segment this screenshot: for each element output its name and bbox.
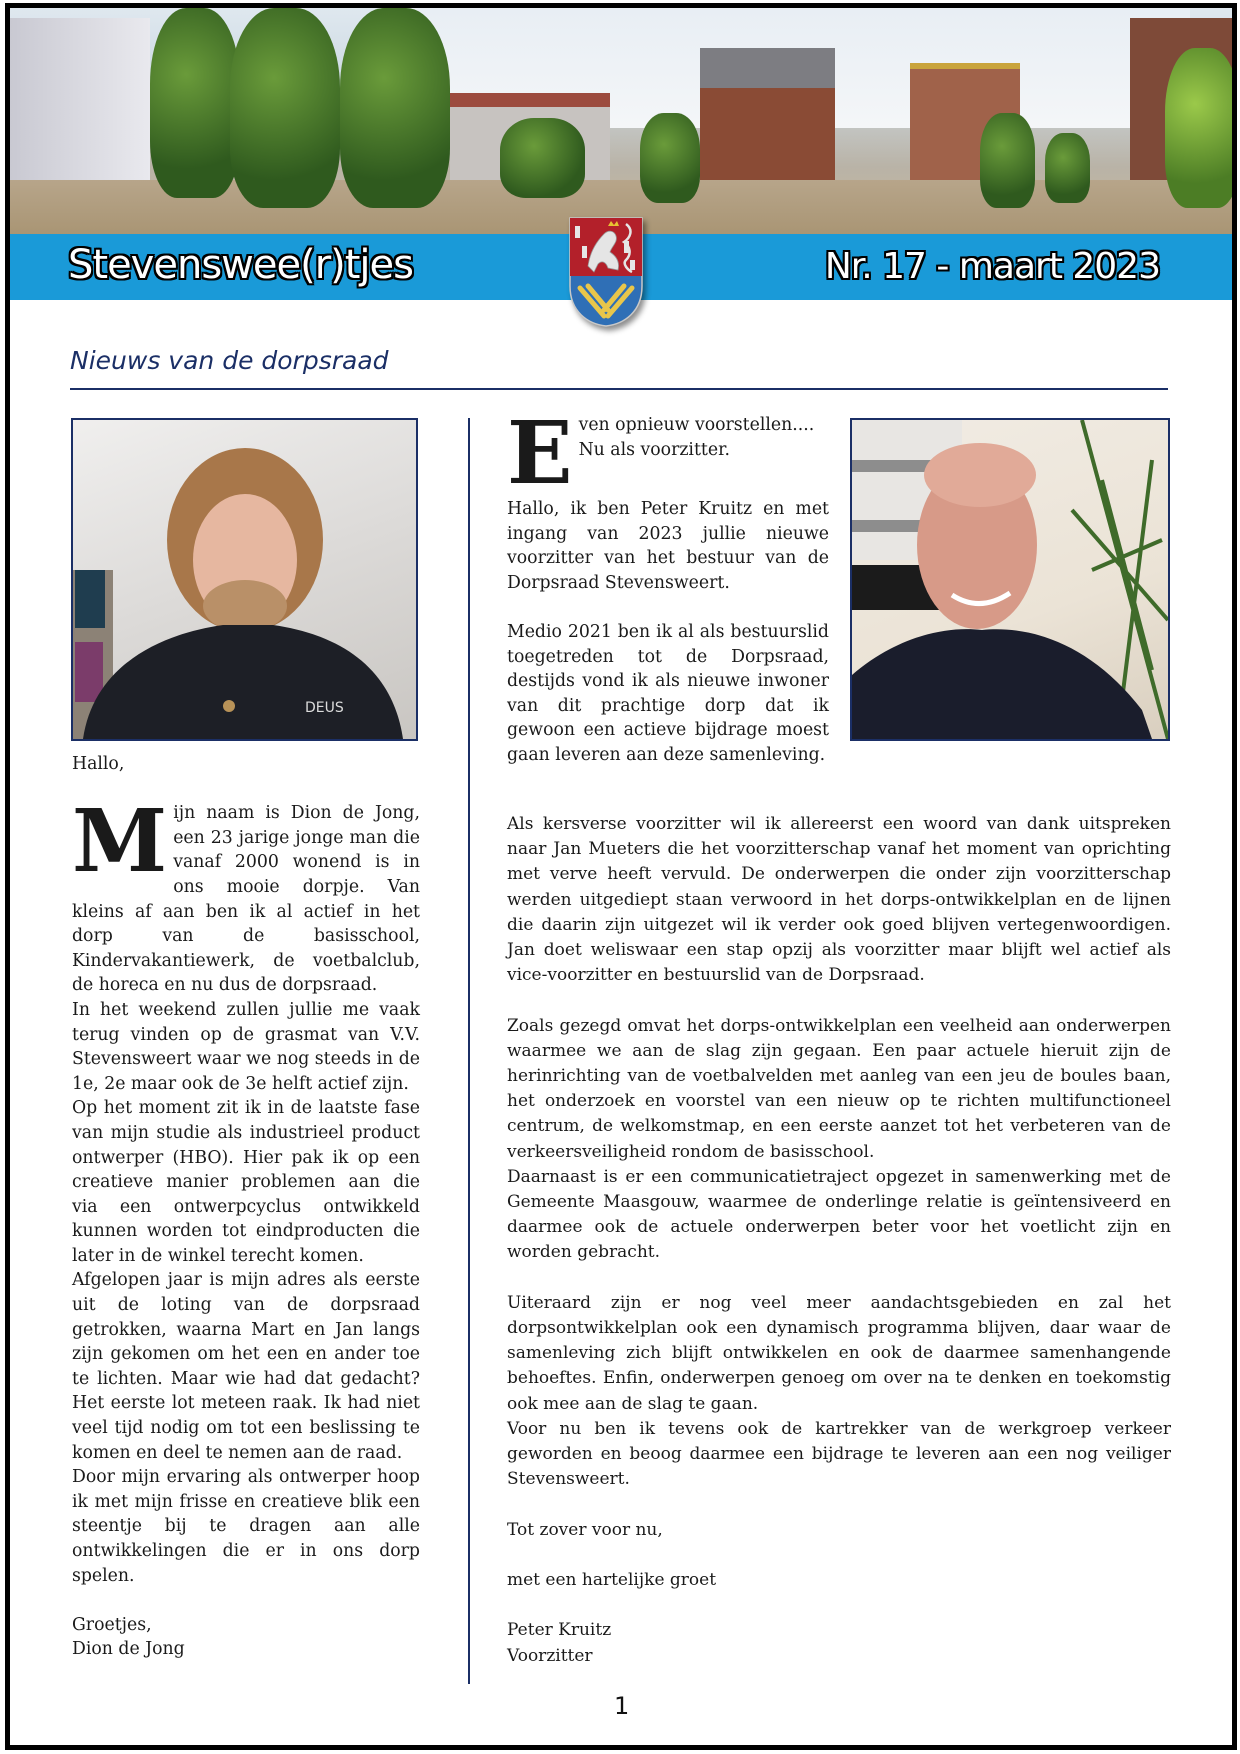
village-coat-of-arms-icon <box>568 216 644 328</box>
paragraph: Door mijn ervaring als ontwerper hoop ik met mijn frisse en creatieve blik een steentje bij te dragen aan alle ontwikkelingen die er in ons dorp spelen. <box>72 1467 420 1586</box>
hero-tree <box>640 113 700 203</box>
svg-text:DEUS: DEUS <box>305 700 344 716</box>
closing: Tot zover voor nu, <box>507 1519 663 1540</box>
hero-tree <box>980 113 1035 208</box>
closing: met een hartelijke groet <box>507 1570 717 1591</box>
section-title-underline <box>70 388 1168 390</box>
article-dion-de-jong <box>72 752 420 1662</box>
article-peter-kruitz-intro <box>507 403 829 768</box>
hero-tree <box>500 118 585 198</box>
intro-heading <box>507 403 829 504</box>
section-title: Nieuws van de dorpsraad <box>70 346 389 375</box>
paragraph: Daarnaast is er een communicatietraject opgezet in samenwerking met de Gemeente Maasgouw, waarmee de onderlinge relatie is geïntensiveerd en daarmee ook de actuele onderwerpen beter voor het voetlicht zijn en worden gebracht. <box>507 1166 1171 1263</box>
hero-tree <box>340 8 450 208</box>
hero-tree <box>1045 133 1090 203</box>
spacer <box>507 1543 1171 1568</box>
column-divider <box>468 418 470 1684</box>
spacer <box>507 1266 1171 1291</box>
paragraph: Afgelopen jaar is mijn adres als eerste uit de loting van de dorpsraad getrokken, waarna Mart en Jan langs zijn gekomen om het een en ander toe te lichten. Maar wie had dat gedacht? Het eerste lot meteen raak. Ik had niet veel tijd nodig om tot een beslissing te komen en deel te nemen aan de raad. <box>72 1270 420 1463</box>
portrait-illustration <box>852 420 1168 739</box>
paragraph: Medio 2021 ben ik al als bestuurslid toegetreden tot de Dorpsraad, destijds vond ik als nieuwe inwoner van dit prachtige dorp dat ik gewoon een actieve bijdrage moest gaan leveren aan deze samenleving. <box>507 621 829 765</box>
hero-town-hall-roof <box>700 48 835 88</box>
paragraph-text: ijn naam is Dion de Jong, een 23 jarige jonge man die vanaf 2000 wonend is in ons mooie dorpje. Van kleins af aan ben ik al actief in het dorp van de basisschool, Kindervakantiewerk, de voetbalclub, de horeca en nu dus de dorpsraad. <box>72 803 420 996</box>
paragraph: Op het moment zit ik in de laatste fase van mijn studie als industrieel product ontwerper (HBO). Hier pak ik op een creatieve manier problemen aan die via een ontwerpcyclus ontwikkeld kunnen worden tot eindproducten die later in de winkel terecht komen. <box>72 1098 420 1266</box>
paragraph: Uiteraard zijn er nog veel meer aandachtsgebieden en zal het dorpsontwikkelplan ook een dynamisch programma blijven, daar waar de samenleving zich blijft ontwikkelen en ook de daarmee samenhangende behoeftes. Enfin, onderwerpen genoeg om over na te denken en toekomstig ook mee aan de slag te gaan. <box>507 1292 1171 1414</box>
paragraph: Voor nu ben ik tevens ook de kartrekker van de werkgroep verkeer geworden en beoog daarmee een bijdrage te leveren aan een nog veiliger Stevensweert. <box>507 1418 1171 1490</box>
greeting: Hallo, <box>72 754 125 774</box>
signature: Dion de Jong <box>72 1639 185 1660</box>
paragraph: Zoals gezegd omvat het dorps-ontwikkelplan een veelheid aan onderwerpen waarmee we aan de slag zijn gegaan. Een paar actuele hieruit zijn de herinrichting van de voetbalvelden met aanleg van een jeu de boules baan, het onderzoek en voorstel van een nieuw op te richten multifunctioneel centrum, de welkomstmap, en een eerste aanzet tot het verbeteren van de verkeersveiligheid rondom de basisschool. <box>507 1015 1171 1162</box>
spacer <box>507 595 829 620</box>
header-photo-village-square <box>10 8 1232 235</box>
dropcap: E <box>507 403 573 504</box>
portrait-peter-kruitz <box>850 418 1170 741</box>
signature-name: Peter Kruitz <box>507 1620 612 1641</box>
spacer <box>72 1588 420 1613</box>
hero-tree <box>230 8 340 208</box>
hero-tree <box>1165 48 1232 208</box>
signature-role: Voorzitter <box>507 1645 593 1666</box>
hero-tree <box>150 8 240 198</box>
article-peter-kruitz-body <box>507 812 1171 1669</box>
portrait-illustration <box>73 420 416 739</box>
paragraph: In het weekend zullen jullie me vaak terug vinden op de grasmat van V.V. Stevensweert waar we nog steeds in de 1e, 2e maar ook de 3e helft actief zijn. <box>72 999 420 1094</box>
spacer <box>507 1492 1171 1517</box>
publication-title: Stevenswee(r)tjes <box>68 242 413 288</box>
intro-lines: ven opnieuw voorstellen.... Nu als voorzitter. <box>578 415 815 460</box>
paragraph <box>72 791 420 998</box>
spacer <box>507 988 1171 1013</box>
dropcap: M <box>72 791 168 893</box>
paragraph: Hallo, ik ben Peter Kruitz en met ingang van 2023 jullie nieuwe voorzitter van het bestuur van de Dorpsraad Stevensweert. <box>507 499 829 593</box>
page-number: 1 <box>614 1692 630 1720</box>
issue-label: Nr. 17 - maart 2023 <box>824 246 1160 287</box>
spacer <box>507 1593 1171 1618</box>
paragraph: Als kersverse voorzitter wil ik allereerst een woord van dank uitspreken naar Jan Mueters die het voorzitterschap vanaf het moment van oprichting met verve heeft vervuld. De onderwerpen die onder zijn voorzitterschap werden uitgediept staan verwoord in het dorps-ontwikkelplan en de lijnen die daarin zijn uitgezet wil ik verder ook goed blijven vertegenwoordigen. Jan doet weliswaar een stap opzij als voorzitter maar blijft wel actief als vice-voorzitter en bestuurslid van de Dorpsraad. <box>507 814 1171 986</box>
closing: Groetjes, <box>72 1614 152 1635</box>
portrait-dion-de-jong <box>71 418 418 741</box>
